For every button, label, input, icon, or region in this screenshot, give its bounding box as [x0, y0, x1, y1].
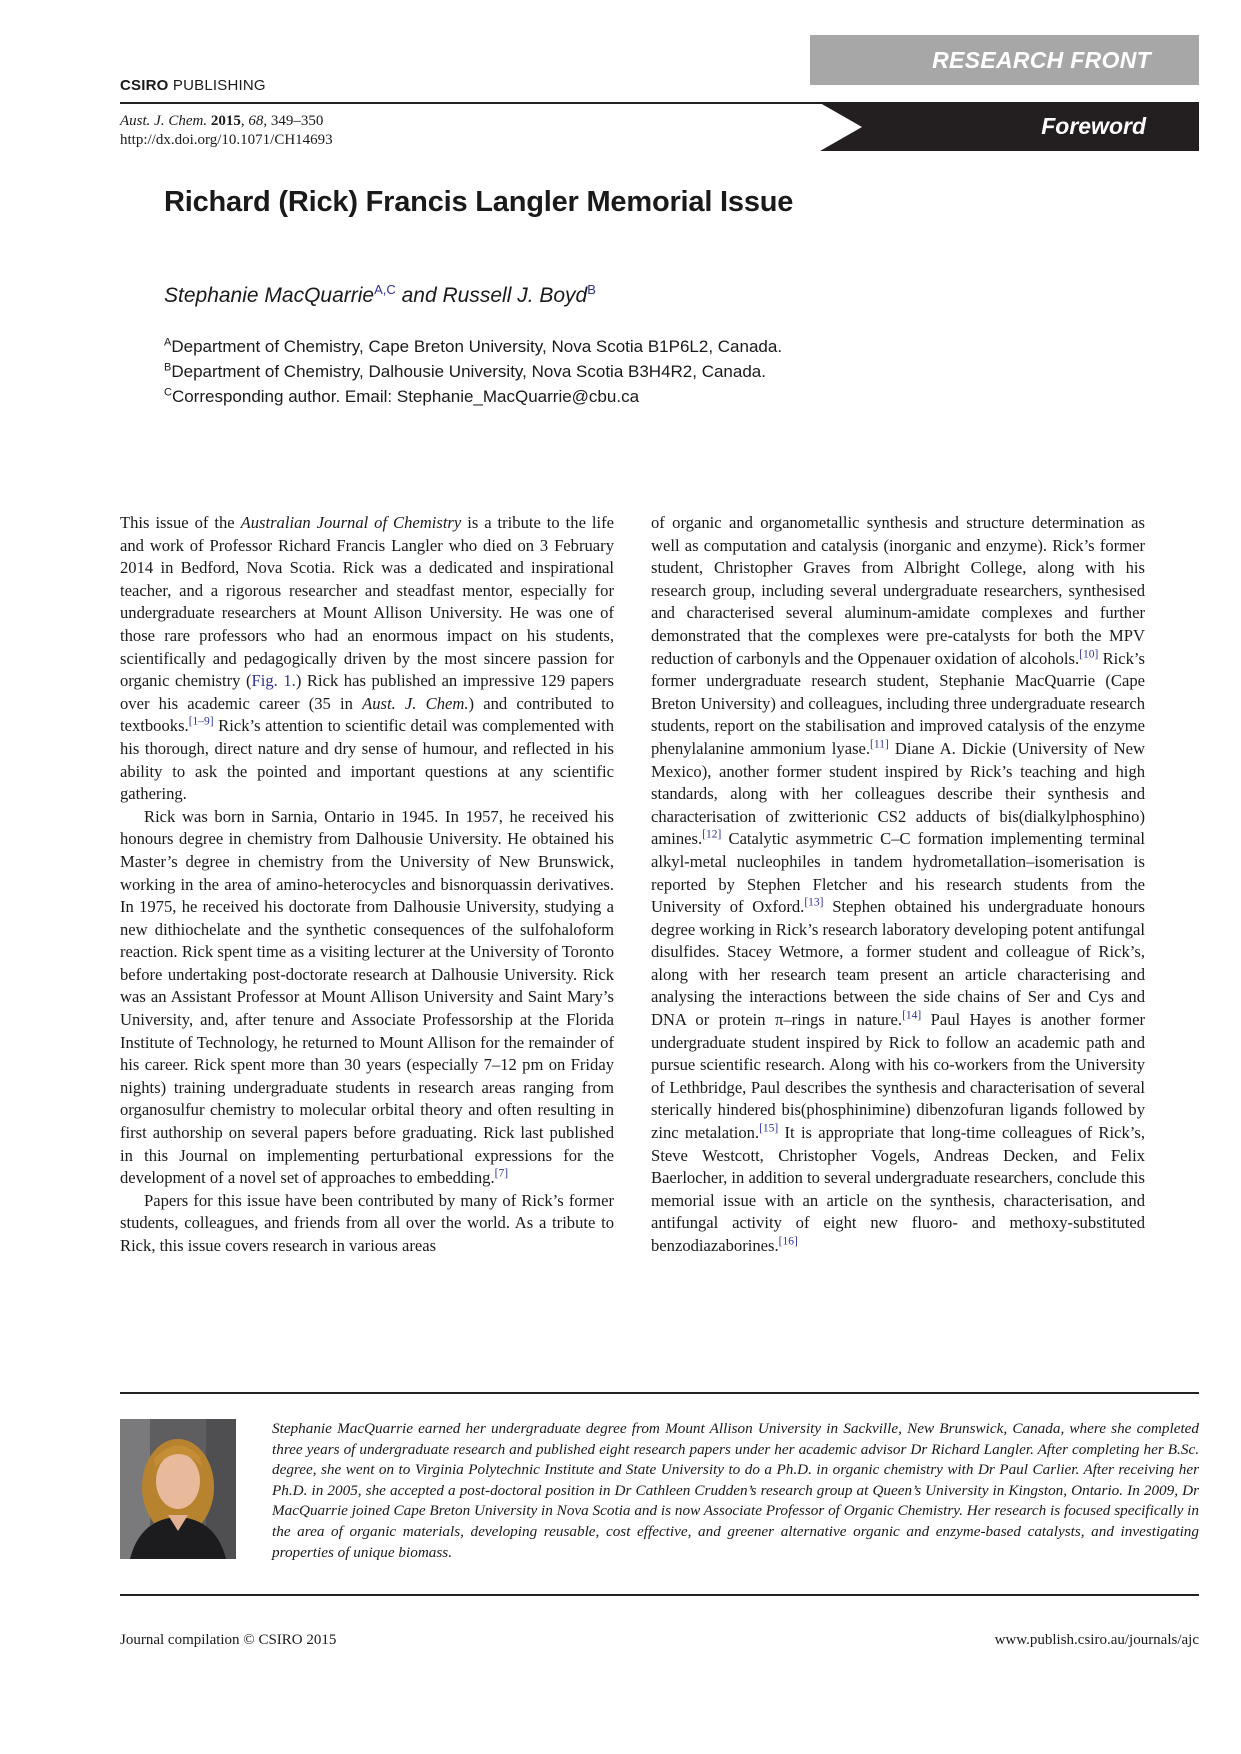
portrait-image [120, 1419, 236, 1559]
reference-link[interactable]: [13] [804, 896, 824, 909]
research-front-label: RESEARCH FRONT [932, 46, 1151, 73]
bio-bottom-rule [120, 1594, 1199, 1596]
bio-top-rule [120, 1392, 1199, 1394]
affiliation-list [164, 334, 782, 409]
author-biography: Stephanie MacQuarrie earned her undergraduate degree from Mount Allison University in Sackville, New Brunswick, Canada, where she completed three years of undergraduate research and published eight research papers under her academic advisor Dr Richard Langler. After completing her B.Sc. degree, she went on to Virginia Polytechnic Institute and State University to do a Ph.D. in organic chemistry with Dr Paul Carlier. After receiving her Ph.D. in 2005, she accepted a post-doctoral position in Dr Cathleen Crudden’s research group at Queen’s University in Kingston, Ontario. In 2009, Dr MacQuarrie joined Cape Breton University in Nova Scotia and is now Associate Professor of Organic Chemistry. Her research is focused specifically in the area of organic materials, developing reusable, cost effective, and greener alternative organic and enzyme-based catalysts, and investigating properties of unique biomass. [272, 1420, 1199, 1561]
reference-link[interactable]: [14] [902, 1009, 922, 1022]
author-1: Stephanie MacQuarrie [164, 284, 375, 307]
footer-url[interactable]: www.publish.csiro.au/journals/ajc [994, 1632, 1199, 1648]
citation-line: Aust. J. Chem. 2015, 68, 349–350 [120, 113, 324, 129]
reference-link[interactable]: [11] [870, 738, 889, 751]
body-column-right [651, 512, 1145, 1258]
author-line [164, 284, 596, 308]
author-2-affiliation[interactable]: B [587, 282, 596, 297]
affiliation-c: $^C$Corresponding author. Email: Stephanie_MacQuarrie@cbu.ca [164, 386, 640, 406]
article-title: Richard (Rick) Francis Langler Memorial Issue [164, 186, 794, 218]
affiliation-a: $^A$Department of Chemistry, Cape Breton University, Nova Scotia B1P6L2, Canada. [164, 336, 783, 356]
body-column-left [120, 512, 614, 1258]
author-1-affiliation[interactable]: A,C [374, 282, 396, 297]
reference-link[interactable]: [10] [1079, 648, 1099, 661]
figure-1-link[interactable]: Fig. 1. [251, 671, 296, 691]
body-paragraph-1: This issue of the Australian Journal of Chemistry is a tribute to the life and work of Professor Richard Francis Langler who died on 3 February 2014 in Bedford, Nova Scotia. Rick was a dedicated and inspirational teacher, and a rigorous researcher and steadfast mentor, especially for undergraduate researchers at Mount Allison University. He was one of those rare professors who had an enormous impact on his students, scientifically and pedagogically driven by the most sincere passion for organic chemistry (Fig. 1.) Rick has published an impressive 129 papers over his academic career (35 in Aust. J. Chem.) and contributed to textbooks.[1–9] Rick’s attention to scientific detail was complemented with his thorough, direct nature and dry sense of humour, and reflected in his ability to ask the pointed and important questions at any scientific gathering. [120, 513, 614, 804]
author-photo [120, 1419, 236, 1559]
body-paragraph-2: Rick was born in Sarnia, Ontario in 1945. In 1957, he received his honours degree in chemistry from Dalhousie University. He obtained his Master’s degree in chemistry from the University of New Brunswick, working in the area of amino-heterocycles and bisnorquassin derivatives. In 1975, he received his doctorate from Dalhousie University, studying a new dithiochelate and the synthetic consequences of the sulfohaloform reaction. Rick spent time as a visiting lecturer at the University of Toronto before undertaking post-doctorate research at Dalhousie University. Rick was an Assistant Professor at Mount Allison University and Saint Mary’s University, and, after tenure and Associate Professorship at the Florida Institute of Technology, he returned to Mount Allison for the remainder of his career. Rick spent more than 30 years (especially 7–12 pm on Friday nights) training undergraduate students in research areas ranging from organosulfur chemistry to molecular orbital theory and often resulting in first authorship on several papers before graduating. Rick last published in this Journal on implementing perturbational expressions for the development of a novel set of approaches to embedding.[7] [120, 806, 614, 1188]
foreword-label: Foreword [1041, 113, 1146, 139]
research-front-banner [810, 35, 1199, 85]
reference-link[interactable]: [16] [778, 1235, 798, 1248]
reference-link[interactable]: [1–9] [188, 715, 214, 728]
affiliation-b: $^B$Department of Chemistry, Dalhousie University, Nova Scotia B3H4R2, Canada. [164, 361, 766, 381]
citation-block [120, 112, 333, 150]
doi-link[interactable]: http://dx.doi.org/10.1071/CH14693 [120, 132, 333, 148]
body-paragraph-continued: of organic and organometallic synthesis and structure determination as well as computation and catalysis (inorganic and enzyme). Rick’s former student, Christopher Graves from Albright College, along with his research group, including several undergraduate researchers, synthesised and characterised several aluminum-amidate complexes and further demonstrated that the complexes were pre-catalysts for both the MPV reduction of carbonyls and the Oppenauer oxidation of alcohols.[10] Rick’s former undergraduate research student, Stephanie MacQuarrie (Cape Breton University) and colleagues, including three undergraduate research students, report on the stabilisation and improved catalysis of the enzyme phenylalanine ammonium lyase.[11] Diane A. Dickie (University of New Mexico), another former student inspired by Rick’s teaching and high standards, along with her colleagues describe their synthesis and characterisation of zwitterionic CS2 adducts of bis(dialkylphosphino) amines.[12] Catalytic asymmetric C–C formation implementing terminal alkyl-metal nucleophiles in tandem hydrometallation–isomerisation is reported by Stephen Fletcher and his research students from the University of Oxford.[13] Stephen obtained his undergraduate honours degree working in Rick’s research laboratory developing potent antifungal disulfides. Stacey Wetmore, a former student and colleague of Rick’s, along with her research team present an article characterising and analysing the interactions between the side chains of Ser and Cys and DNA or protein π–rings in nature.[14] Paul Hayes is another former undergraduate student inspired by Rick to follow an academic path and pursue scientific research. Along with his co-workers from the University of Lethbridge, Paul describes the synthesis and characterisation of several sterically hindered bis(phosphinimine) dibenzofuran ligands followed by zinc metalation.[15] It is appropriate that long-time colleagues of Rick’s, Steve Westcott, Christopher Vogels, Andreas Decken, and Felix Baerlocher, in addition to several undergraduate researchers, conclude this memorial issue with an article on the synthesis, characterisation, and antifungal activity of eight new fluoro- and methoxy-substituted benzodiazaborines.[16] [651, 513, 1146, 1255]
footer-copyright: Journal compilation © CSIRO 2015 [120, 1632, 337, 1648]
author-2: and Russell J. Boyd [395, 284, 588, 307]
reference-link[interactable]: [7] [494, 1167, 509, 1180]
reference-link[interactable]: [15] [759, 1122, 779, 1135]
body-paragraph-3: Papers for this issue have been contributed by many of Rick’s former students, colleagues, and friends from all over the world. As a tribute to Rick, this issue covers research in various areas [120, 1190, 614, 1255]
reference-link[interactable]: [12] [702, 828, 722, 841]
publisher-name: CSIRO PUBLISHING [120, 77, 266, 94]
